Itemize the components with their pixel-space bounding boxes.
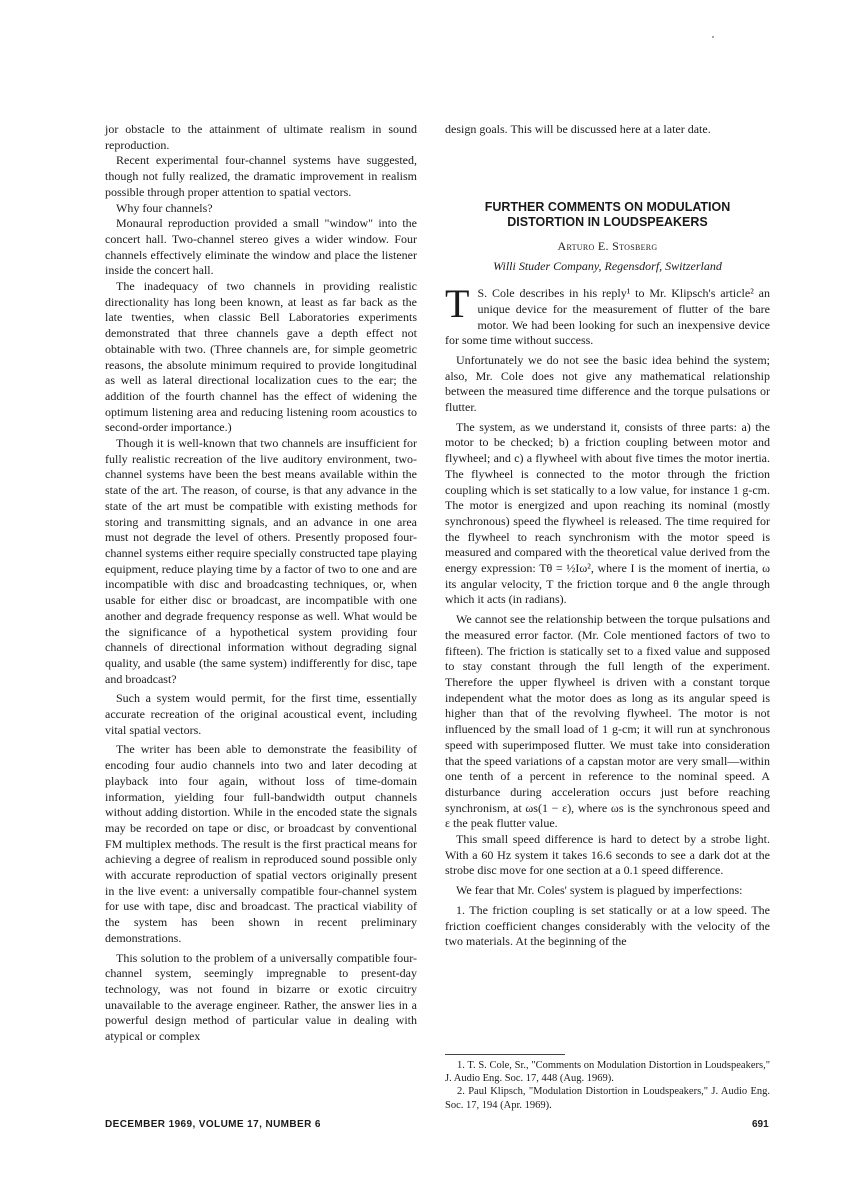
body-paragraph: Though it is well-known that two channels are insufficient for fully realistic recreation of the live auditory environment, two-channel systems have been the best means available within the state of the art. The reason, of course, is that any advance in the state of the art must be compatible with existing methods for storing and transmitting signals, and an advance in one area must not degrade the level of others. Presently proposed four-channel systems either require specially constructed tape playing equipment, reduce playing time by a factor of two to one and are incompatible with disc and broadcasting techniques, or, when usable for either disc or broadcast, are incompatible with one another and degrade frequency response as well. What would be the significance of a hypothetical system providing four channels of directional information without degrading signal quality, and usable (the same system) indifferently for disc, tape and broadcast?: [105, 436, 417, 686]
body-paragraph: We cannot see the relationship between the torque pulsations and the measured error factor. (Mr. Cole mentioned factors of two to fifteen). The friction is statically set to a fixed value and supposed to stay constant through the full length of the experiment. Therefore the upper flywheel is driven with a constant torque independent what the motor does as long as its angular speed is higher than that of the revolving flywheel. The motor is not influenced by the small load of 1 g-cm; it will run at synchronous speed with superimposed flutter. We must take into consideration that the speed variations of a capstan motor are very small—within one tenth of a percent in reference to the nominal speed. A disturbance during acceleration occurs just before reaching synchronism, at ωs(1 − ε), where ωs is the synchronous speed and ε the peak flutter value.: [445, 612, 770, 831]
body-paragraph: This small speed difference is hard to detect by a strobe light. With a 60 Hz system it takes 16.6 seconds to see a dark dot at the strobe disc move for one section at a 0.1 speed difference.: [445, 832, 770, 878]
footnote-rule: [445, 1054, 565, 1055]
scan-speck: [712, 36, 714, 38]
article-title-line: DISTORTION IN LOUDSPEAKERS: [507, 214, 708, 229]
drop-cap: T: [445, 281, 470, 327]
footnotes: [445, 1054, 770, 1112]
article-title: [445, 200, 770, 230]
continuation-paragraph: design goals. This will be discussed here at a later date.: [445, 122, 711, 136]
body-paragraph: We fear that Mr. Coles' system is plagued by imperfections:: [456, 883, 743, 898]
body-paragraph: Such a system would permit, for the first time, essentially accurate recreation of the original acoustical event, including vital spatial vectors.: [105, 691, 417, 737]
body-paragraph: The writer has been able to demonstrate the feasibility of encoding four audio channels into two and later decoding at playback into four again, without loss of time-domain information, yielding four full-bandwidth output channels without adding distortion. While in the encoded state the signals may be recorded on tape or disc, or broadcast by conventional FM multiplex methods. The result is the first practical means for achieving a degree of realism in reproduced sound possible only with accurate reproduction of spatial vectors originally present in the live event: a universally compatible four-channel system for use with tape, disc and broadcast. The practical viability of the system has been shown in recent preliminary demonstrations.: [105, 742, 417, 945]
issue-footer: DECEMBER 1969, VOLUME 17, NUMBER 6: [105, 1119, 321, 1130]
author-name: Arturo E. Stosberg: [557, 238, 658, 253]
body-paragraph: 1. The friction coupling is set statically or at a low speed. The friction coefficient changes considerably with the velocity of the two materials. At the beginning of the: [445, 902, 770, 949]
body-paragraph: Why four channels?: [116, 200, 213, 215]
page-number: 691: [752, 1119, 769, 1130]
author-affiliation: Willi Studer Company, Regensdorf, Switzerland: [493, 259, 722, 274]
body-paragraph: The inadequacy of two channels in providing realistic directionality has long been known, at least as far back as the late twenties, when classic Bell Laboratories experiments demonstrated that three channels gave a depth effect not obtainable with two. (Three channels are, for simple geometric reasons, the absolute minimum required to provide longitudinal as well as lateral directional localization cues to the ear; the addition of the fourth channel has the effect of widening the optimum listening area and reducing listening room acoustics to second-order importance.): [105, 279, 417, 435]
body-paragraph: Unfortunately we do not see the basic idea behind the system; also, Mr. Cole does not give any mathematical relationship between the measured time difference and the torque pulsations or flutter.: [445, 352, 770, 415]
body-paragraph: Monaural reproduction provided a small "window" into the concert hall. Two-channel stereo gives a wider window. Four channels effectively eliminate the window and place the listener inside the concert hall.: [105, 216, 417, 278]
footnote: 1. T. S. Cole, Sr., "Comments on Modulation Distortion in Loudspeakers," J. Audio Eng. Soc. 17, 448 (Aug. 1969).: [445, 1060, 770, 1085]
footnote: 2. Paul Klipsch, "Modulation Distortion in Loudspeakers," J. Audio Eng. Soc. 17, 194 (Apr. 1969).: [445, 1086, 770, 1111]
body-paragraph: This solution to the problem of a universally compatible four-channel system, seemingly impregnable to present-day technology, was not found in bizarre or exotic circuitry unavailable to the average engineer. Rather, the answer lies in a powerful design method of particular value in dealing with atypical or complex: [105, 950, 417, 1044]
body-text: S. Cole describes in his reply¹ to Mr. Klipsch's article² an unique device for the measurement of flutter of the bare motor. We had been looking for such an inexpensive device for some time without success.: [445, 286, 770, 348]
body-paragraph: Recent experimental four-channel systems have suggested, though not fully realized, the dramatic improvement in realism possible through proper attention to spatial vectors.: [105, 153, 417, 199]
body-paragraph: [445, 281, 770, 349]
right-column: [445, 122, 770, 950]
left-column: [105, 122, 417, 1045]
article-title-line: FURTHER COMMENTS ON MODULATION: [484, 199, 731, 214]
body-paragraph: jor obstacle to the attainment of ultimate realism in sound reproduction.: [105, 122, 417, 152]
body-paragraph: The system, as we understand it, consists of three parts: a) the motor to be checked; b) a friction coupling between motor and flywheel; and c) a flywheel with about five times the motor inertia. The flywheel is connected to the motor through the friction coupling which is set statically to a low value, for instance 1 g-cm. The motor is energized and upon reaching its nominal (mostly synchronous) speed the flywheel is released. The time required for the flywheel to reach synchronism with the motor speed is measured and compared with the theoretical value derived from the energy expression: Tθ = ½Iω², where I is the moment of inertia, ω its angular velocity, T the friction torque and θ the angle through which it acts (in radians).: [445, 419, 770, 607]
